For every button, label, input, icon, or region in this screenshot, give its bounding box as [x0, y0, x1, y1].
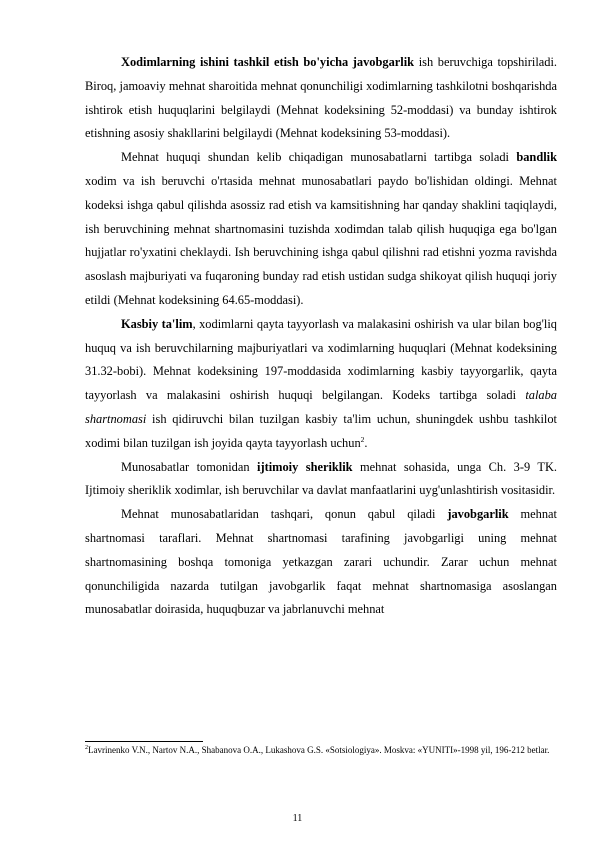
paragraph-text: xodim va ish beruvchi o'rtasida mehnat munosabatlari paydo bo'lishidan oldingi. Mehnat kodeksi ishga qabul qilishda asossiz rad etish va kamsitishning har qanday shaklini taqiqlaydi, ish beruvchining mehnat shartnomasini tuzishda xodimdan talab qilish huquqiga ega bo'lgan hujjatlar ro'yxatini cheklaydi. Ish beruvchining ishga qabul qilishni rad etishni yozma ravishda asoslash majburiyati va fuqaroning bunday rad etish ustidan sudga shikoyat qilish huquqi joriy etildi (Mehnat kodeksining 64.65-moddasi).	[85, 173, 557, 307]
paragraph-text: Mehnat huquqi shundan kelib chiqadigan munosabatlarni tartibga soladi	[121, 150, 517, 165]
paragraph-text: , xodimlarni qayta tayyorlash va malakasini oshirish va ular bilan bog'liq huquq va ish beruvchilarning majburiyatlari va xodimlarning huquqlari (Mehnat kodeksining 31.32-bobi). Mehnat kodeksining 197-moddasida xodimlarning kasbiy tayyorgarlik, qayta tayyorlash va malakasini oshirish huquqi belgilangan. Kodeks tartibga soladi	[85, 316, 557, 403]
bold-term: ijtimoiy sheriklik	[257, 459, 353, 474]
body-text	[85, 51, 557, 622]
bold-term: javobgarlik	[447, 507, 509, 522]
paragraph-text: mehnat shartnomasi taraflari. Mehnat shartnomasi tarafining javobgarligi uning mehnat shartnomasining boshqa tomoniga yetkazgan zarari uchundir. Zarar uchun mehnat qonunchiligida nazarda tutilgan javobgarlik faqat mehnat shartnomasiga asoslangan munosabatlar doirasida, huquqbuzar va jabrlanuvchi mehnat	[85, 507, 557, 617]
paragraph-text: ish beruvchiga topshiriladi. Biroq, jamoaviy mehnat sharoitida mehnat qonunchiligi xodimlarning tashkilotni boshqarishda ishtirok etish huquqlarini belgilaydi (Mehnat kodeksining 52-moddasi) va bunday ishtirok etishning asosiy shakllarini belgilaydi (Mehnat kodeksining 53-moddasi).	[85, 55, 557, 141]
paragraph-4	[85, 456, 557, 504]
bold-term: bandlik	[516, 150, 557, 165]
paragraph-3	[85, 313, 557, 456]
page-number: 11	[292, 813, 303, 824]
paragraph-text: ish qidiruvchi bilan tuzilgan kasbiy ta'lim uchun, shuningdek ushbu tashkilot xodimi bilan tuzilgan ish joyida qayta tayyorlash uchun	[85, 411, 557, 450]
footnote	[85, 744, 555, 757]
paragraph-5	[85, 503, 557, 622]
footnote-text: Lavrinenko V.N., Nartov N.A., Shabanova O.A., Lukashova G.S. «Sotsiologiya». Moskva: «YUNITI»-1998 yil, 196-212 betlar.	[88, 745, 550, 755]
paragraph-text: Mehnat munosabatlaridan tashqari, qonun qabul qiladi	[121, 507, 448, 522]
italic-term: talaba shartnomasi	[85, 388, 557, 426]
paragraph-2	[85, 146, 557, 313]
footnote-reference: 2	[360, 434, 365, 444]
paragraph-end: .	[364, 435, 368, 450]
paragraph-text: Munosabatlar tomonidan	[121, 459, 258, 474]
paragraph-text: mehnat sohasida, unga Ch. 3-9 TK. Ijtimoiy sheriklik xodimlar, ish beruvchilar va davlat manfaatlarini uyg'unlashtirish vositasidir.	[85, 459, 557, 498]
bold-term: Kasbiy ta'lim	[121, 316, 193, 331]
bold-term: Xodimlarning ishini tashkil etish bo'yicha javobgarlik	[121, 55, 415, 69]
footnote-divider	[85, 741, 203, 742]
paragraph-1	[85, 51, 557, 146]
footnote-number: 2	[85, 745, 88, 751]
